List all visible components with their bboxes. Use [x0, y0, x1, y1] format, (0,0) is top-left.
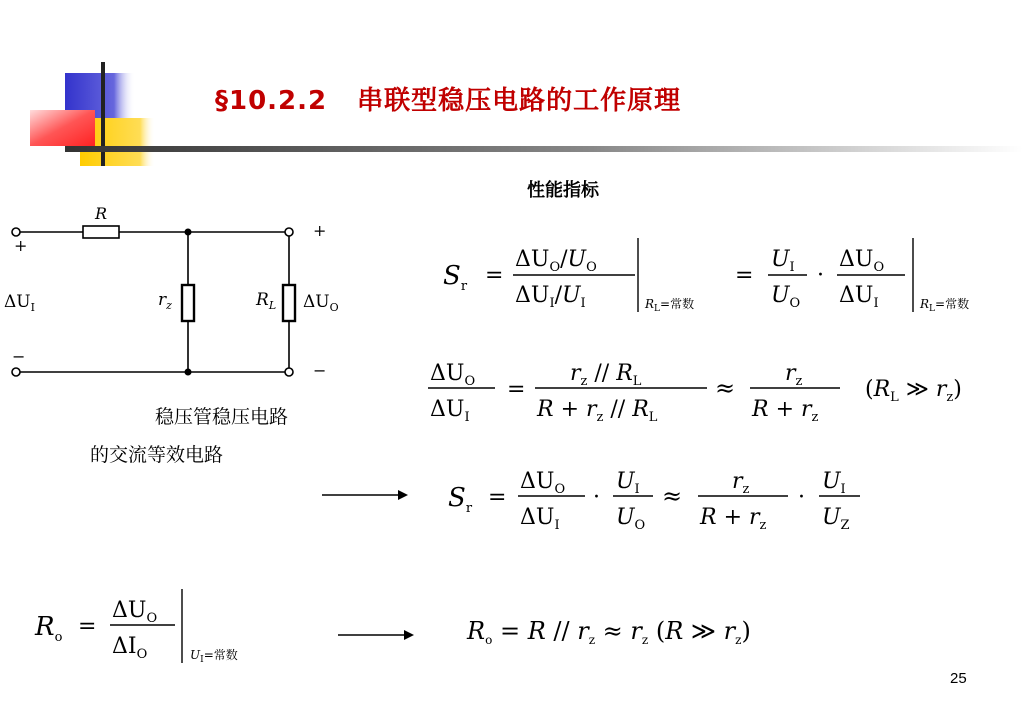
- formula-ro-approx: [465, 605, 885, 650]
- formula-sr-definition: [435, 232, 1020, 322]
- label-input: $\Delta U_I$: [4, 292, 35, 314]
- title-underline: [65, 146, 1023, 152]
- svg-text:RL=常数: $R_L=$常数: [920, 297, 970, 314]
- svg-text:ΔUO/UO: $\Delta U_O/U_O$: [515, 247, 597, 275]
- svg-text:Ro = R // rz ≈ rz (R ≫ rz): $R_o = R // r_z \approx r_z$ (R ≫ $r_z$): [467, 617, 751, 647]
- svg-text:=: =: [735, 263, 754, 288]
- performance-label: 性能指标: [527, 180, 599, 201]
- arrow-1: [320, 485, 410, 505]
- svg-text:UI: $U_I$: [822, 469, 846, 497]
- svg-text:Sr: $S_r$: [443, 261, 468, 294]
- plus-out: +: [313, 221, 327, 240]
- caption-line2: 的交流等效电路: [90, 444, 224, 466]
- svg-text:ΔUO: $\Delta U_O$: [430, 361, 476, 389]
- svg-text:ΔUI: $\Delta U_I$: [839, 283, 879, 311]
- svg-text:=: =: [78, 614, 97, 639]
- label-output: $\Delta U_O$: [303, 292, 339, 314]
- resistor-rl: [283, 285, 295, 321]
- slide-title: [215, 80, 681, 117]
- page-number: 25: [950, 670, 967, 687]
- svg-text:rz: $r_z$: [732, 469, 750, 497]
- minus-out: −: [313, 361, 327, 380]
- svg-text:ΔIO: $\Delta I_O$: [112, 634, 148, 662]
- svg-text:ΔUI: $\Delta U_I$: [520, 505, 560, 533]
- plus-in: +: [14, 236, 28, 255]
- svg-text:·: ·: [593, 485, 600, 510]
- svg-text:R + rz: $R + r_z$: [752, 397, 819, 425]
- section-title: 串联型稳压电路的工作原理: [357, 86, 682, 116]
- formula-voltage-ratio: [425, 350, 1015, 430]
- label-rl: $R_L$: [256, 290, 277, 312]
- svg-text:rz // RL: $r_z // R_L$: [570, 361, 642, 389]
- minus-in: −: [12, 347, 26, 366]
- resistor-r: [83, 226, 119, 238]
- svg-text:(RL ≫ rz): ($R_L$ ≫ $r_z$): [865, 377, 962, 405]
- svg-text:·: ·: [798, 485, 805, 510]
- svg-text:UI: $U_I$: [616, 469, 640, 497]
- svg-text:=: =: [485, 263, 504, 288]
- svg-text:=: =: [507, 377, 526, 402]
- svg-text:UI=常数: $U_I=$常数: [190, 648, 238, 665]
- svg-text:ΔUO: $\Delta U_O$: [839, 247, 885, 275]
- svg-text:UO: $U_O$: [616, 505, 646, 533]
- svg-text:rz: $r_z$: [785, 361, 803, 389]
- formula-ro-definition: [30, 585, 290, 670]
- svg-text:UZ: $U_Z$: [822, 505, 850, 533]
- svg-text:≈: ≈: [715, 374, 736, 402]
- formula-sr-approx: [440, 460, 870, 540]
- svg-text:UI: $U_I$: [771, 247, 795, 275]
- terminal-out-top: [285, 228, 293, 236]
- resistor-rz: [182, 285, 194, 321]
- node-top: [185, 229, 192, 236]
- svg-text:ΔUO: $\Delta U_O$: [112, 598, 158, 626]
- svg-text:UO: $U_O$: [771, 283, 801, 311]
- svg-text:R + rz // RL: $R + r_z // R_L$: [537, 397, 658, 425]
- svg-text:≈: ≈: [662, 482, 683, 510]
- svg-text:Sr: $S_r$: [448, 483, 473, 516]
- svg-text:ΔUI/UI: $\Delta U_I/U_I$: [515, 283, 586, 311]
- svg-text:ΔUO: $\Delta U_O$: [520, 469, 566, 497]
- terminal-out-bottom: [285, 368, 293, 376]
- svg-text:·: ·: [817, 263, 824, 288]
- node-bottom: [185, 369, 192, 376]
- svg-text:=: =: [488, 485, 507, 510]
- circuit-diagram: [0, 195, 360, 395]
- svg-text:R + rz: $R + r_z$: [700, 505, 767, 533]
- label-rz: $r_z$: [158, 290, 172, 312]
- svg-text:ΔUI: $\Delta U_I$: [430, 397, 470, 425]
- caption-line1: 稳压管稳压电路: [155, 406, 289, 428]
- terminal-in-top: [12, 228, 20, 236]
- arrow-2: [336, 625, 416, 645]
- svg-text:Ro: $R_o$: [35, 612, 63, 645]
- section-number: §10.2.2: [215, 86, 328, 116]
- svg-text:RL=常数: $R_L=$常数: [645, 297, 695, 314]
- terminal-in-bottom: [12, 368, 20, 376]
- label-r: R: [95, 204, 108, 223]
- deco-red-square: [30, 110, 95, 146]
